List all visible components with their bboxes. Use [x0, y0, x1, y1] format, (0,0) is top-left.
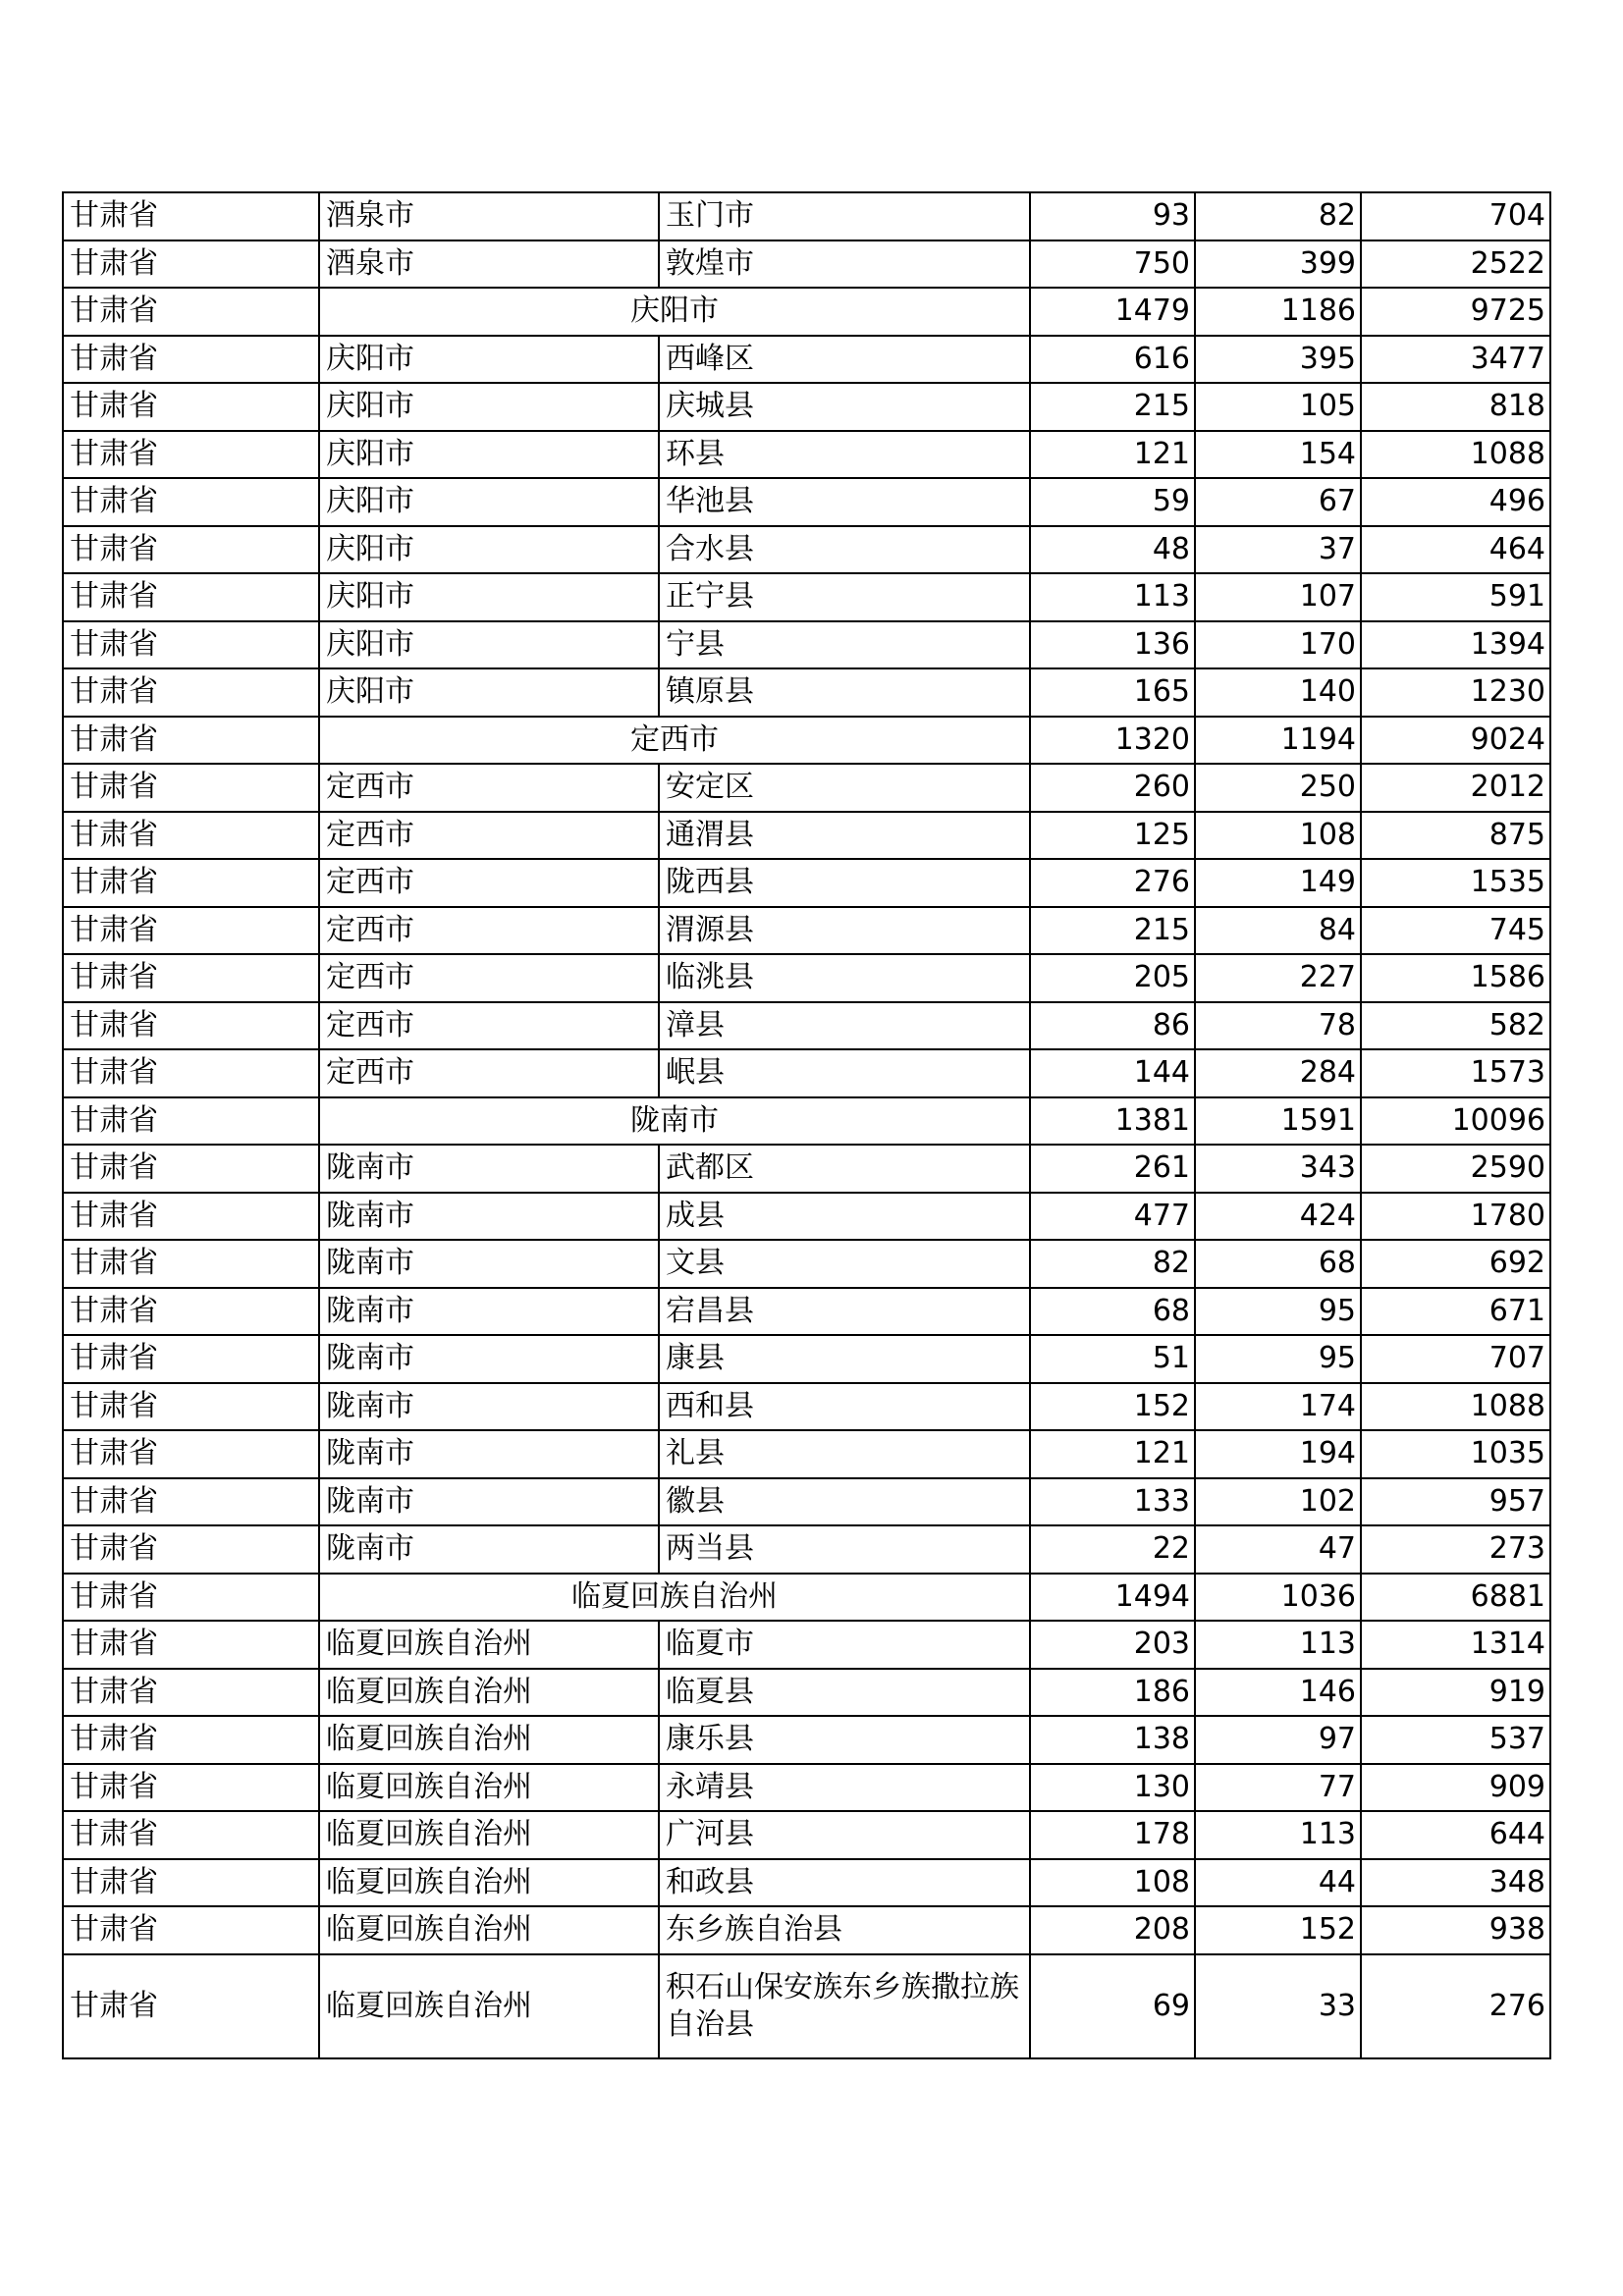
city-cell: 临夏回族自治州 — [319, 1859, 659, 1907]
county-cell: 文县 — [659, 1240, 1030, 1288]
value-cell-3: 1035 — [1361, 1430, 1550, 1478]
value-cell-2: 67 — [1195, 478, 1361, 526]
city-cell: 陇南市 — [319, 1478, 659, 1526]
province-cell: 甘肃省 — [63, 288, 319, 336]
table-row — [63, 383, 1550, 431]
city-cell: 临夏回族自治州 — [319, 1621, 659, 1669]
province-cell: 甘肃省 — [63, 859, 319, 907]
value-cell-1: 750 — [1030, 240, 1195, 289]
value-cell-2: 95 — [1195, 1335, 1361, 1383]
county-cell: 宕昌县 — [659, 1288, 1030, 1336]
value-cell-2: 399 — [1195, 240, 1361, 289]
county-cell: 康乐县 — [659, 1716, 1030, 1764]
province-cell: 甘肃省 — [63, 1335, 319, 1383]
city-cell: 陇南市 — [319, 1383, 659, 1431]
value-cell-1: 51 — [1030, 1335, 1195, 1383]
value-cell-3: 1535 — [1361, 859, 1550, 907]
county-cell: 漳县 — [659, 1002, 1030, 1050]
value-cell-2: 82 — [1195, 192, 1361, 240]
county-cell: 武都区 — [659, 1145, 1030, 1193]
table-row — [63, 668, 1550, 717]
province-cell: 甘肃省 — [63, 1716, 319, 1764]
province-cell: 甘肃省 — [63, 1002, 319, 1050]
table-row — [63, 1049, 1550, 1097]
value-cell-1: 48 — [1030, 526, 1195, 574]
value-cell-1: 22 — [1030, 1525, 1195, 1574]
value-cell-1: 136 — [1030, 621, 1195, 669]
county-cell: 和政县 — [659, 1859, 1030, 1907]
value-cell-1: 260 — [1030, 764, 1195, 812]
value-cell-3: 1088 — [1361, 1383, 1550, 1431]
value-cell-2: 33 — [1195, 1954, 1361, 2058]
county-cell: 永靖县 — [659, 1764, 1030, 1812]
value-cell-2: 140 — [1195, 668, 1361, 717]
value-cell-2: 95 — [1195, 1288, 1361, 1336]
city-total-row — [63, 288, 1550, 336]
city-cell: 陇南市 — [319, 1525, 659, 1574]
province-cell: 甘肃省 — [63, 1669, 319, 1717]
table-row — [63, 1906, 1550, 1954]
province-cell: 甘肃省 — [63, 1049, 319, 1097]
value-cell-2: 105 — [1195, 383, 1361, 431]
value-cell-1: 82 — [1030, 1240, 1195, 1288]
table-row — [63, 1716, 1550, 1764]
province-cell: 甘肃省 — [63, 1478, 319, 1526]
value-cell-1: 276 — [1030, 859, 1195, 907]
value-cell-3: 537 — [1361, 1716, 1550, 1764]
table-row — [63, 192, 1550, 240]
province-cell: 甘肃省 — [63, 383, 319, 431]
city-cell: 庆阳市 — [319, 526, 659, 574]
county-cell: 陇西县 — [659, 859, 1030, 907]
value-cell-2: 343 — [1195, 1145, 1361, 1193]
county-cell: 环县 — [659, 431, 1030, 479]
province-cell: 甘肃省 — [63, 717, 319, 765]
table-row — [63, 907, 1550, 955]
value-cell-2: 174 — [1195, 1383, 1361, 1431]
province-cell: 甘肃省 — [63, 764, 319, 812]
table-row — [63, 1145, 1550, 1193]
value-cell-1: 108 — [1030, 1859, 1195, 1907]
value-cell-1: 59 — [1030, 478, 1195, 526]
table-row — [63, 431, 1550, 479]
value-cell-3: 1088 — [1361, 431, 1550, 479]
county-cell: 镇原县 — [659, 668, 1030, 717]
province-cell: 甘肃省 — [63, 336, 319, 384]
value-cell-1: 152 — [1030, 1383, 1195, 1431]
city-cell: 定西市 — [319, 907, 659, 955]
value-cell-3: 1314 — [1361, 1621, 1550, 1669]
value-cell-2: 113 — [1195, 1621, 1361, 1669]
value-cell-2: 78 — [1195, 1002, 1361, 1050]
province-cell: 甘肃省 — [63, 526, 319, 574]
table-row — [63, 1669, 1550, 1717]
value-cell-1: 616 — [1030, 336, 1195, 384]
province-cell: 甘肃省 — [63, 573, 319, 621]
county-cell: 临夏县 — [659, 1669, 1030, 1717]
county-cell: 徽县 — [659, 1478, 1030, 1526]
city-cell: 陇南市 — [319, 1335, 659, 1383]
province-cell: 甘肃省 — [63, 1906, 319, 1954]
county-cell: 西峰区 — [659, 336, 1030, 384]
county-cell: 西和县 — [659, 1383, 1030, 1431]
value-cell-3: 692 — [1361, 1240, 1550, 1288]
value-cell-2: 395 — [1195, 336, 1361, 384]
province-cell: 甘肃省 — [63, 954, 319, 1002]
county-cell: 敦煌市 — [659, 240, 1030, 289]
province-cell: 甘肃省 — [63, 1383, 319, 1431]
province-cell: 甘肃省 — [63, 1525, 319, 1574]
city-total-cell: 定西市 — [319, 717, 1030, 765]
table-row — [63, 1240, 1550, 1288]
county-cell: 安定区 — [659, 764, 1030, 812]
table-body — [63, 192, 1550, 2058]
province-cell: 甘肃省 — [63, 1574, 319, 1622]
value-cell-3: 909 — [1361, 1764, 1550, 1812]
city-cell: 庆阳市 — [319, 431, 659, 479]
city-cell: 庆阳市 — [319, 383, 659, 431]
table-row — [63, 1621, 1550, 1669]
city-cell: 临夏回族自治州 — [319, 1811, 659, 1859]
county-cell: 正宁县 — [659, 573, 1030, 621]
province-cell: 甘肃省 — [63, 1811, 319, 1859]
value-cell-3: 919 — [1361, 1669, 1550, 1717]
value-cell-1: 113 — [1030, 573, 1195, 621]
table-row — [63, 573, 1550, 621]
value-cell-1: 1479 — [1030, 288, 1195, 336]
value-cell-2: 68 — [1195, 1240, 1361, 1288]
value-cell-1: 165 — [1030, 668, 1195, 717]
table-row — [63, 1764, 1550, 1812]
table-row — [63, 954, 1550, 1002]
county-cell: 渭源县 — [659, 907, 1030, 955]
county-cell: 临夏市 — [659, 1621, 1030, 1669]
city-cell: 陇南市 — [319, 1430, 659, 1478]
county-cell: 东乡族自治县 — [659, 1906, 1030, 1954]
city-cell: 庆阳市 — [319, 621, 659, 669]
county-cell: 合水县 — [659, 526, 1030, 574]
county-cell: 成县 — [659, 1193, 1030, 1241]
city-cell: 陇南市 — [319, 1288, 659, 1336]
value-cell-1: 130 — [1030, 1764, 1195, 1812]
city-total-cell: 陇南市 — [319, 1097, 1030, 1146]
value-cell-3: 9024 — [1361, 717, 1550, 765]
province-cell: 甘肃省 — [63, 1954, 319, 2058]
value-cell-3: 6881 — [1361, 1574, 1550, 1622]
table-row — [63, 1288, 1550, 1336]
value-cell-1: 215 — [1030, 383, 1195, 431]
value-cell-1: 1494 — [1030, 1574, 1195, 1622]
city-cell: 临夏回族自治州 — [319, 1906, 659, 1954]
value-cell-1: 178 — [1030, 1811, 1195, 1859]
province-cell: 甘肃省 — [63, 1288, 319, 1336]
value-cell-2: 154 — [1195, 431, 1361, 479]
city-cell: 临夏回族自治州 — [319, 1669, 659, 1717]
city-cell: 庆阳市 — [319, 336, 659, 384]
value-cell-3: 644 — [1361, 1811, 1550, 1859]
value-cell-1: 203 — [1030, 1621, 1195, 1669]
value-cell-3: 1573 — [1361, 1049, 1550, 1097]
value-cell-3: 1230 — [1361, 668, 1550, 717]
table-row — [63, 1193, 1550, 1241]
table-row — [63, 1811, 1550, 1859]
table-row — [63, 1430, 1550, 1478]
value-cell-3: 1394 — [1361, 621, 1550, 669]
value-cell-3: 2522 — [1361, 240, 1550, 289]
value-cell-2: 1591 — [1195, 1097, 1361, 1146]
city-total-cell: 临夏回族自治州 — [319, 1574, 1030, 1622]
province-cell: 甘肃省 — [63, 907, 319, 955]
table-row — [63, 526, 1550, 574]
county-cell: 玉门市 — [659, 192, 1030, 240]
county-cell: 庆城县 — [659, 383, 1030, 431]
value-cell-2: 227 — [1195, 954, 1361, 1002]
city-cell: 庆阳市 — [319, 573, 659, 621]
city-cell: 定西市 — [319, 764, 659, 812]
value-cell-3: 10096 — [1361, 1097, 1550, 1146]
table-row — [63, 240, 1550, 289]
value-cell-1: 69 — [1030, 1954, 1195, 2058]
table-row — [63, 1525, 1550, 1574]
value-cell-3: 957 — [1361, 1478, 1550, 1526]
county-cell: 岷县 — [659, 1049, 1030, 1097]
value-cell-1: 93 — [1030, 192, 1195, 240]
value-cell-3: 745 — [1361, 907, 1550, 955]
value-cell-1: 186 — [1030, 1669, 1195, 1717]
value-cell-1: 208 — [1030, 1906, 1195, 1954]
value-cell-3: 818 — [1361, 383, 1550, 431]
value-cell-1: 1381 — [1030, 1097, 1195, 1146]
value-cell-2: 44 — [1195, 1859, 1361, 1907]
value-cell-2: 424 — [1195, 1193, 1361, 1241]
province-cell: 甘肃省 — [63, 240, 319, 289]
value-cell-3: 938 — [1361, 1906, 1550, 1954]
value-cell-3: 496 — [1361, 478, 1550, 526]
value-cell-2: 194 — [1195, 1430, 1361, 1478]
city-cell: 定西市 — [319, 812, 659, 860]
province-cell: 甘肃省 — [63, 431, 319, 479]
value-cell-3: 276 — [1361, 1954, 1550, 2058]
value-cell-1: 1320 — [1030, 717, 1195, 765]
county-cell: 通渭县 — [659, 812, 1030, 860]
table-row — [63, 812, 1550, 860]
table-row — [63, 1002, 1550, 1050]
table-row — [63, 478, 1550, 526]
value-cell-1: 133 — [1030, 1478, 1195, 1526]
value-cell-3: 2590 — [1361, 1145, 1550, 1193]
city-cell: 定西市 — [319, 1002, 659, 1050]
value-cell-2: 152 — [1195, 1906, 1361, 1954]
province-cell: 甘肃省 — [63, 192, 319, 240]
value-cell-3: 1780 — [1361, 1193, 1550, 1241]
value-cell-1: 138 — [1030, 1716, 1195, 1764]
value-cell-3: 348 — [1361, 1859, 1550, 1907]
data-table — [62, 191, 1551, 2059]
province-cell: 甘肃省 — [63, 1859, 319, 1907]
county-cell: 临洮县 — [659, 954, 1030, 1002]
value-cell-3: 9725 — [1361, 288, 1550, 336]
value-cell-1: 125 — [1030, 812, 1195, 860]
city-cell: 酒泉市 — [319, 240, 659, 289]
county-cell: 两当县 — [659, 1525, 1030, 1574]
value-cell-2: 284 — [1195, 1049, 1361, 1097]
table-row — [63, 764, 1550, 812]
value-cell-3: 707 — [1361, 1335, 1550, 1383]
county-cell: 广河县 — [659, 1811, 1030, 1859]
province-cell: 甘肃省 — [63, 1145, 319, 1193]
table-row — [63, 1954, 1550, 2058]
county-cell: 宁县 — [659, 621, 1030, 669]
province-cell: 甘肃省 — [63, 1097, 319, 1146]
city-cell: 定西市 — [319, 954, 659, 1002]
table-row — [63, 621, 1550, 669]
value-cell-1: 215 — [1030, 907, 1195, 955]
value-cell-3: 704 — [1361, 192, 1550, 240]
city-cell: 定西市 — [319, 1049, 659, 1097]
value-cell-2: 250 — [1195, 764, 1361, 812]
value-cell-2: 1036 — [1195, 1574, 1361, 1622]
value-cell-3: 875 — [1361, 812, 1550, 860]
value-cell-2: 1186 — [1195, 288, 1361, 336]
county-cell: 积石山保安族东乡族撒拉族自治县 — [659, 1954, 1030, 2058]
city-total-row — [63, 1097, 1550, 1146]
city-cell: 酒泉市 — [319, 192, 659, 240]
table-row — [63, 1335, 1550, 1383]
province-cell: 甘肃省 — [63, 1430, 319, 1478]
value-cell-1: 121 — [1030, 1430, 1195, 1478]
value-cell-1: 205 — [1030, 954, 1195, 1002]
value-cell-2: 108 — [1195, 812, 1361, 860]
value-cell-2: 107 — [1195, 573, 1361, 621]
value-cell-1: 144 — [1030, 1049, 1195, 1097]
value-cell-3: 464 — [1361, 526, 1550, 574]
table-row — [63, 1383, 1550, 1431]
city-cell: 陇南市 — [319, 1193, 659, 1241]
value-cell-3: 3477 — [1361, 336, 1550, 384]
province-cell: 甘肃省 — [63, 668, 319, 717]
table-row — [63, 1478, 1550, 1526]
province-cell: 甘肃省 — [63, 621, 319, 669]
value-cell-2: 102 — [1195, 1478, 1361, 1526]
county-cell: 华池县 — [659, 478, 1030, 526]
value-cell-1: 86 — [1030, 1002, 1195, 1050]
city-cell: 临夏回族自治州 — [319, 1954, 659, 2058]
city-total-row — [63, 1574, 1550, 1622]
value-cell-3: 582 — [1361, 1002, 1550, 1050]
city-cell: 陇南市 — [319, 1240, 659, 1288]
value-cell-2: 37 — [1195, 526, 1361, 574]
county-cell: 康县 — [659, 1335, 1030, 1383]
value-cell-2: 113 — [1195, 1811, 1361, 1859]
value-cell-1: 68 — [1030, 1288, 1195, 1336]
city-cell: 庆阳市 — [319, 478, 659, 526]
value-cell-3: 2012 — [1361, 764, 1550, 812]
value-cell-2: 146 — [1195, 1669, 1361, 1717]
value-cell-2: 149 — [1195, 859, 1361, 907]
city-total-row — [63, 717, 1550, 765]
city-cell: 定西市 — [319, 859, 659, 907]
value-cell-1: 121 — [1030, 431, 1195, 479]
city-cell: 庆阳市 — [319, 668, 659, 717]
value-cell-2: 97 — [1195, 1716, 1361, 1764]
province-cell: 甘肃省 — [63, 1764, 319, 1812]
value-cell-3: 591 — [1361, 573, 1550, 621]
value-cell-1: 477 — [1030, 1193, 1195, 1241]
county-cell: 礼县 — [659, 1430, 1030, 1478]
value-cell-2: 170 — [1195, 621, 1361, 669]
city-cell: 临夏回族自治州 — [319, 1716, 659, 1764]
province-cell: 甘肃省 — [63, 1193, 319, 1241]
province-cell: 甘肃省 — [63, 1621, 319, 1669]
province-cell: 甘肃省 — [63, 812, 319, 860]
value-cell-1: 261 — [1030, 1145, 1195, 1193]
table-row — [63, 859, 1550, 907]
city-cell: 临夏回族自治州 — [319, 1764, 659, 1812]
city-total-cell: 庆阳市 — [319, 288, 1030, 336]
value-cell-2: 47 — [1195, 1525, 1361, 1574]
table-row — [63, 1859, 1550, 1907]
value-cell-3: 1586 — [1361, 954, 1550, 1002]
table-row — [63, 336, 1550, 384]
value-cell-3: 273 — [1361, 1525, 1550, 1574]
value-cell-2: 77 — [1195, 1764, 1361, 1812]
province-cell: 甘肃省 — [63, 478, 319, 526]
value-cell-2: 1194 — [1195, 717, 1361, 765]
province-cell: 甘肃省 — [63, 1240, 319, 1288]
city-cell: 陇南市 — [319, 1145, 659, 1193]
value-cell-3: 671 — [1361, 1288, 1550, 1336]
value-cell-2: 84 — [1195, 907, 1361, 955]
